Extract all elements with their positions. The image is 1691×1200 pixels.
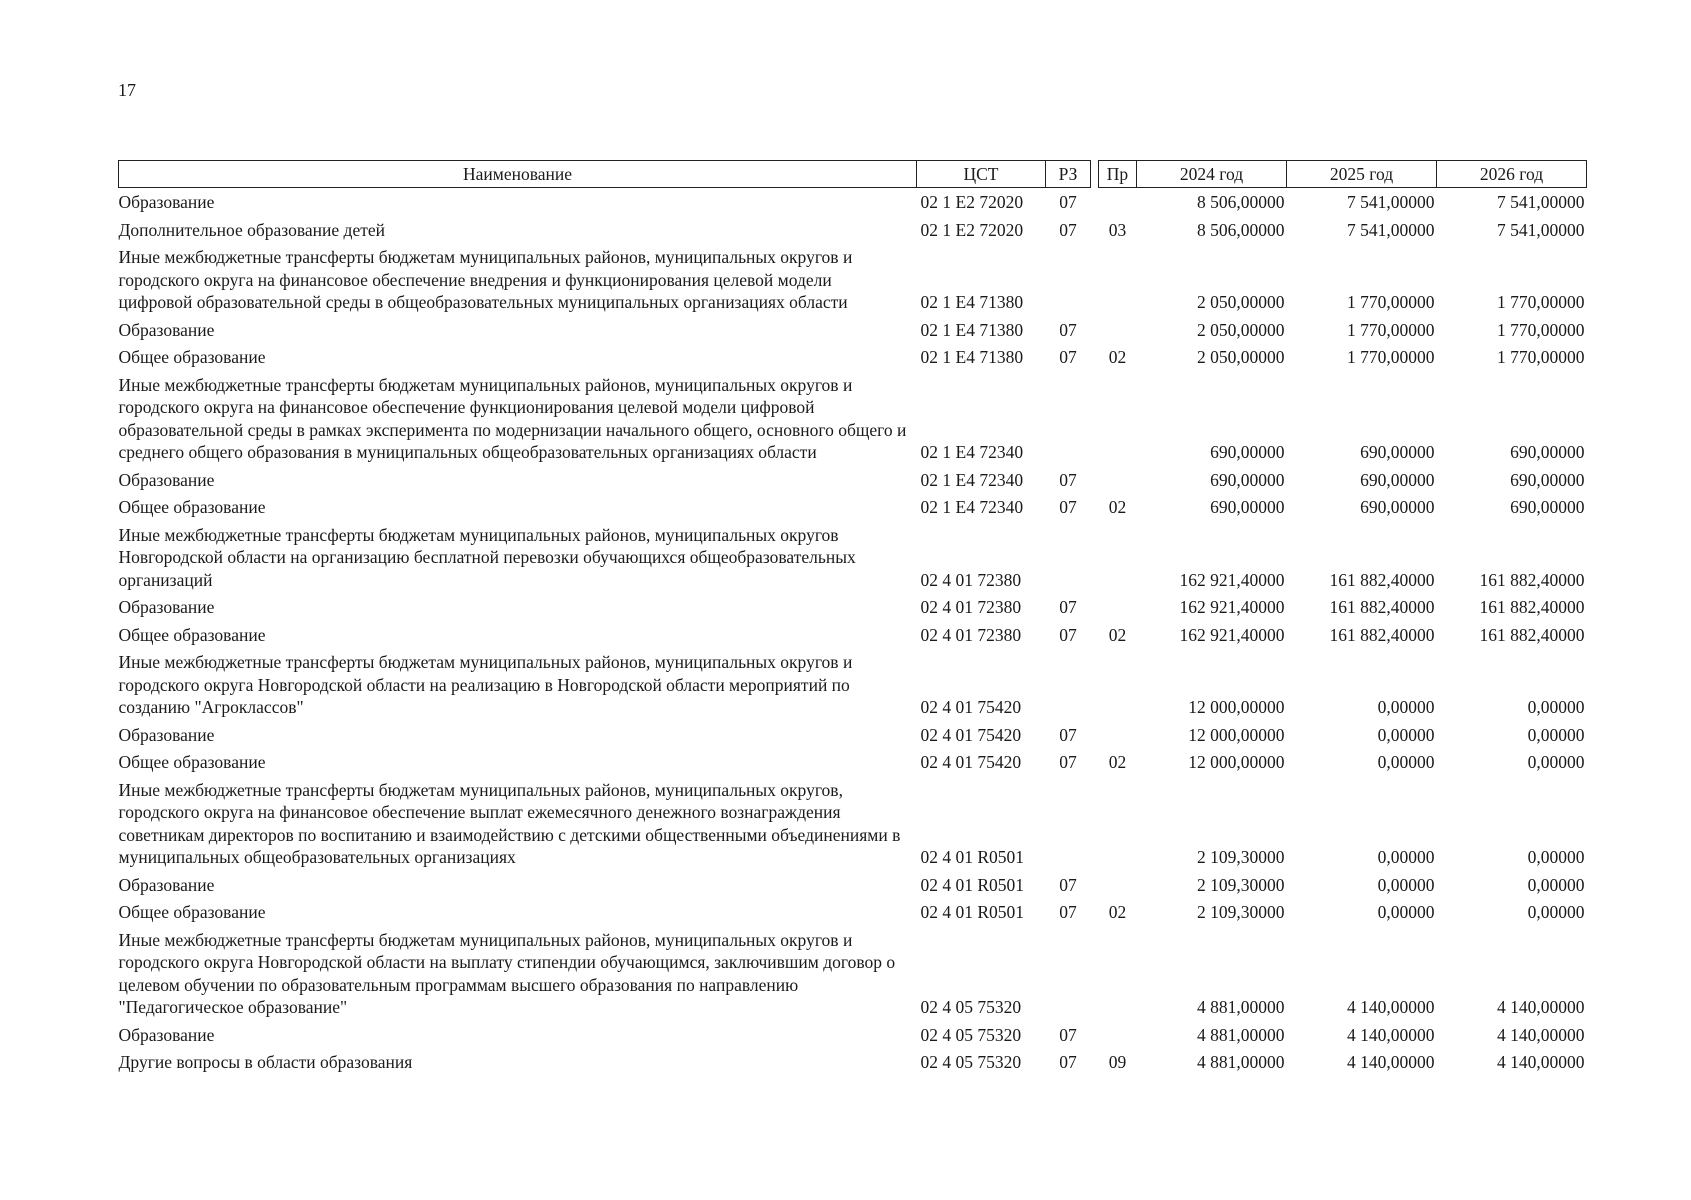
table-row bbox=[119, 871, 1587, 899]
row-amount-2026: 0,00000 bbox=[1527, 697, 1585, 717]
row-gap bbox=[1091, 926, 1099, 1021]
table-row bbox=[119, 188, 1587, 216]
row-amount-2026: 690,00000 bbox=[1510, 469, 1585, 490]
header-gap bbox=[1091, 161, 1099, 188]
row-gap bbox=[1091, 243, 1099, 316]
row-amount-2025: 1 770,00000 bbox=[1347, 347, 1435, 367]
row-amount-2026: 0,00000 bbox=[1527, 874, 1585, 895]
table-header bbox=[119, 161, 1587, 188]
row-name: Общее образование bbox=[118, 752, 266, 772]
row-amount-2025: 0,00000 bbox=[1377, 902, 1435, 922]
row-gap bbox=[1091, 493, 1099, 521]
row-name: Общее образование bbox=[118, 497, 266, 517]
row-name: Образование bbox=[118, 192, 215, 212]
row-pr-code bbox=[1099, 648, 1137, 721]
row-amount-2026: 1 770,00000 bbox=[1497, 347, 1585, 367]
row-rz-code bbox=[1046, 648, 1091, 721]
row-cst-code: 02 4 05 75320 bbox=[920, 1024, 1022, 1045]
row-rz-code: 07 bbox=[1059, 469, 1077, 490]
row-name: Иные межбюджетные трансферты бюджетам муниципальных районов, муниципальных округов и городского округа Новгородской области на выплату стипендии обучающимся, заключившим договор о целевом обучении по образовательным программам высшего образования по направлению "Педагогическое образование" bbox=[118, 929, 896, 1017]
table-row bbox=[119, 343, 1587, 371]
row-gap bbox=[1091, 521, 1099, 594]
table-row bbox=[119, 493, 1587, 521]
row-cst-code: 02 4 01 72380 bbox=[920, 569, 1022, 590]
row-cst-code: 02 1 E4 72340 bbox=[920, 497, 1024, 517]
table-row bbox=[119, 316, 1587, 344]
row-rz-code bbox=[1046, 776, 1091, 871]
row-pr-code bbox=[1099, 316, 1137, 344]
row-gap bbox=[1091, 898, 1099, 926]
row-cst-code: 02 1 E4 72340 bbox=[920, 442, 1024, 462]
row-cst-code: 02 1 E4 71380 bbox=[920, 292, 1024, 312]
row-rz-code: 07 bbox=[1059, 874, 1077, 895]
row-gap bbox=[1091, 1021, 1099, 1049]
row-amount-2026: 161 882,40000 bbox=[1479, 597, 1585, 617]
row-pr-code: 02 bbox=[1108, 497, 1127, 517]
row-amount-2024: 2 109,30000 bbox=[1197, 902, 1285, 922]
row-amount-2024: 2 109,30000 bbox=[1197, 847, 1285, 867]
row-rz-code bbox=[1046, 371, 1091, 466]
table-row bbox=[119, 776, 1587, 871]
header-name: Наименование bbox=[119, 161, 917, 188]
row-rz-code: 07 bbox=[1059, 597, 1077, 617]
row-amount-2024: 162 921,40000 bbox=[1179, 569, 1285, 590]
table-row bbox=[119, 1021, 1587, 1049]
table-row bbox=[119, 593, 1587, 621]
row-amount-2025: 0,00000 bbox=[1377, 752, 1435, 772]
row-rz-code bbox=[1046, 243, 1091, 316]
table-row bbox=[119, 521, 1587, 594]
row-amount-2025: 4 140,00000 bbox=[1347, 1024, 1435, 1045]
row-amount-2026: 7 541,00000 bbox=[1497, 192, 1585, 212]
row-name: Иные межбюджетные трансферты бюджетам муниципальных районов, муниципальных округов и городского округа на финансовое обеспечение внедрения и функционирования целевой модели цифровой образовательной среды в общеобразовательных муниципальных организациях области bbox=[118, 247, 853, 312]
row-amount-2024: 2 050,00000 bbox=[1197, 292, 1285, 312]
row-gap bbox=[1091, 621, 1099, 649]
row-cst-code: 02 4 01 72380 bbox=[920, 597, 1022, 617]
row-pr-code: 09 bbox=[1108, 1052, 1127, 1072]
table-row bbox=[119, 898, 1587, 926]
row-amount-2025: 4 140,00000 bbox=[1347, 997, 1435, 1017]
row-rz-code: 07 bbox=[1059, 192, 1077, 212]
row-pr-code bbox=[1099, 1021, 1137, 1049]
row-amount-2024: 162 921,40000 bbox=[1179, 597, 1285, 617]
row-gap bbox=[1091, 188, 1099, 216]
row-amount-2026: 4 140,00000 bbox=[1497, 1024, 1585, 1045]
row-amount-2026: 690,00000 bbox=[1510, 442, 1585, 462]
row-name: Образование bbox=[118, 319, 215, 340]
row-pr-code bbox=[1099, 871, 1137, 899]
budget-table-container bbox=[118, 160, 1586, 1076]
row-amount-2024: 690,00000 bbox=[1210, 442, 1285, 462]
row-name: Дополнительное образование детей bbox=[118, 219, 385, 240]
row-amount-2025: 7 541,00000 bbox=[1347, 192, 1435, 212]
row-amount-2026: 0,00000 bbox=[1527, 724, 1585, 745]
budget-table bbox=[118, 160, 1587, 1076]
row-amount-2024: 4 881,00000 bbox=[1197, 1024, 1285, 1045]
table-row bbox=[119, 926, 1587, 1021]
row-amount-2024: 690,00000 bbox=[1210, 497, 1285, 517]
row-name: Образование bbox=[118, 724, 215, 745]
table-row bbox=[119, 648, 1587, 721]
row-rz-code bbox=[1046, 521, 1091, 594]
row-pr-code: 02 bbox=[1108, 902, 1127, 922]
row-cst-code: 02 1 E4 71380 bbox=[920, 347, 1024, 367]
row-amount-2025: 4 140,00000 bbox=[1347, 1052, 1435, 1072]
row-amount-2026: 7 541,00000 bbox=[1497, 219, 1585, 240]
row-rz-code: 07 bbox=[1059, 752, 1077, 772]
row-gap bbox=[1091, 216, 1099, 244]
row-pr-code bbox=[1099, 593, 1137, 621]
row-amount-2024: 12 000,00000 bbox=[1188, 697, 1285, 717]
table-row bbox=[119, 748, 1587, 776]
row-amount-2025: 690,00000 bbox=[1360, 497, 1435, 517]
row-amount-2025: 0,00000 bbox=[1377, 724, 1435, 745]
table-row bbox=[119, 621, 1587, 649]
row-cst-code: 02 1 E4 71380 bbox=[920, 319, 1024, 340]
row-cst-code: 02 4 01 R0501 bbox=[920, 902, 1025, 922]
row-pr-code bbox=[1099, 926, 1137, 1021]
table-row bbox=[119, 371, 1587, 466]
table-body bbox=[119, 188, 1587, 1076]
row-amount-2026: 1 770,00000 bbox=[1497, 292, 1585, 312]
row-gap bbox=[1091, 1048, 1099, 1076]
row-rz-code: 07 bbox=[1059, 902, 1077, 922]
row-rz-code: 07 bbox=[1059, 1052, 1077, 1072]
row-cst-code: 02 1 E2 72020 bbox=[920, 219, 1024, 240]
row-gap bbox=[1091, 871, 1099, 899]
row-amount-2025: 1 770,00000 bbox=[1347, 319, 1435, 340]
row-name: Другие вопросы в области образования bbox=[118, 1052, 413, 1072]
row-name: Образование bbox=[118, 597, 215, 617]
row-amount-2025: 690,00000 bbox=[1360, 442, 1435, 462]
row-cst-code: 02 4 01 75420 bbox=[920, 752, 1022, 772]
row-pr-code: 02 bbox=[1108, 624, 1127, 645]
row-cst-code: 02 4 01 R0501 bbox=[920, 847, 1025, 867]
row-amount-2024: 8 506,00000 bbox=[1197, 192, 1285, 212]
row-amount-2026: 161 882,40000 bbox=[1479, 624, 1585, 645]
row-amount-2024: 12 000,00000 bbox=[1188, 752, 1285, 772]
row-pr-code bbox=[1099, 188, 1137, 216]
row-pr-code bbox=[1099, 721, 1137, 749]
row-rz-code: 07 bbox=[1059, 497, 1077, 517]
row-amount-2025: 0,00000 bbox=[1377, 874, 1435, 895]
row-amount-2025: 690,00000 bbox=[1360, 469, 1435, 490]
row-amount-2026: 0,00000 bbox=[1527, 847, 1585, 867]
row-rz-code: 07 bbox=[1059, 624, 1077, 645]
row-name: Образование bbox=[118, 874, 215, 895]
row-amount-2026: 690,00000 bbox=[1510, 497, 1585, 517]
row-amount-2025: 1 770,00000 bbox=[1347, 292, 1435, 312]
row-name: Общее образование bbox=[118, 902, 266, 922]
row-name: Общее образование bbox=[118, 624, 266, 645]
row-name: Иные межбюджетные трансферты бюджетам муниципальных районов, муниципальных округов Новгородской области на организацию бесплатной перевозки обучающихся общеобразовательных организаций bbox=[118, 524, 856, 590]
row-name: Образование bbox=[118, 469, 215, 490]
row-amount-2026: 0,00000 bbox=[1527, 752, 1585, 772]
row-gap bbox=[1091, 648, 1099, 721]
header-rz: РЗ bbox=[1046, 161, 1091, 188]
row-amount-2025: 161 882,40000 bbox=[1329, 597, 1435, 617]
row-amount-2025: 161 882,40000 bbox=[1329, 624, 1435, 645]
row-cst-code: 02 1 E2 72020 bbox=[920, 192, 1024, 212]
header-2025: 2025 год bbox=[1287, 161, 1437, 188]
row-rz-code: 07 bbox=[1059, 347, 1077, 367]
row-cst-code: 02 4 01 75420 bbox=[920, 724, 1022, 745]
row-name: Иные межбюджетные трансферты бюджетам муниципальных районов, муниципальных округов и городского округа Новгородской области на реализацию в Новгородской области мероприятий по созданию "Агроклассов" bbox=[118, 652, 853, 717]
row-rz-code: 07 bbox=[1059, 724, 1077, 745]
header-cst: ЦСТ bbox=[917, 161, 1046, 188]
table-row bbox=[119, 721, 1587, 749]
row-pr-code bbox=[1099, 776, 1137, 871]
header-2024: 2024 год bbox=[1137, 161, 1287, 188]
row-amount-2024: 690,00000 bbox=[1210, 469, 1285, 490]
row-amount-2026: 4 140,00000 bbox=[1497, 1052, 1585, 1072]
row-amount-2026: 0,00000 bbox=[1527, 902, 1585, 922]
row-cst-code: 02 4 01 72380 bbox=[920, 624, 1022, 645]
table-row bbox=[119, 1048, 1587, 1076]
row-rz-code bbox=[1046, 926, 1091, 1021]
row-amount-2024: 2 109,30000 bbox=[1197, 874, 1285, 895]
row-amount-2026: 4 140,00000 bbox=[1497, 997, 1585, 1017]
row-amount-2024: 2 050,00000 bbox=[1197, 319, 1285, 340]
row-amount-2024: 8 506,00000 bbox=[1197, 219, 1285, 240]
row-cst-code: 02 1 E4 72340 bbox=[920, 469, 1024, 490]
row-cst-code: 02 4 01 75420 bbox=[920, 697, 1022, 717]
row-rz-code: 07 bbox=[1059, 219, 1077, 240]
table-row bbox=[119, 243, 1587, 316]
row-gap bbox=[1091, 466, 1099, 494]
row-gap bbox=[1091, 721, 1099, 749]
row-rz-code: 07 bbox=[1059, 319, 1077, 340]
row-amount-2024: 162 921,40000 bbox=[1179, 624, 1285, 645]
row-gap bbox=[1091, 371, 1099, 466]
row-cst-code: 02 4 05 75320 bbox=[920, 997, 1022, 1017]
row-pr-code bbox=[1099, 466, 1137, 494]
row-amount-2026: 161 882,40000 bbox=[1479, 569, 1585, 590]
table-row bbox=[119, 466, 1587, 494]
row-pr-code: 02 bbox=[1108, 752, 1127, 772]
row-cst-code: 02 4 01 R0501 bbox=[920, 874, 1025, 895]
row-gap bbox=[1091, 776, 1099, 871]
row-amount-2024: 4 881,00000 bbox=[1197, 997, 1285, 1017]
row-pr-code bbox=[1099, 243, 1137, 316]
row-pr-code: 03 bbox=[1108, 219, 1127, 240]
row-amount-2025: 0,00000 bbox=[1377, 697, 1435, 717]
row-amount-2025: 7 541,00000 bbox=[1347, 219, 1435, 240]
row-name: Общее образование bbox=[118, 347, 266, 367]
row-amount-2025: 0,00000 bbox=[1377, 847, 1435, 867]
row-gap bbox=[1091, 343, 1099, 371]
row-amount-2024: 12 000,00000 bbox=[1188, 724, 1285, 745]
row-gap bbox=[1091, 748, 1099, 776]
header-pr: Пр bbox=[1099, 161, 1137, 188]
header-2026: 2026 год bbox=[1437, 161, 1587, 188]
row-amount-2024: 2 050,00000 bbox=[1197, 347, 1285, 367]
row-pr-code: 02 bbox=[1108, 347, 1127, 367]
row-name: Иные межбюджетные трансферты бюджетам муниципальных районов, муниципальных округов, городского округа на финансовое обеспечение выплат ежемесячного денежного вознаграждения советникам директоров по воспитанию и взаимодействию с детскими общественными объединениями в муниципальных общеобразовательных организациях bbox=[118, 779, 901, 867]
row-gap bbox=[1091, 316, 1099, 344]
row-amount-2026: 1 770,00000 bbox=[1497, 319, 1585, 340]
row-pr-code bbox=[1099, 521, 1137, 594]
row-gap bbox=[1091, 593, 1099, 621]
row-name: Иные межбюджетные трансферты бюджетам муниципальных районов, муниципальных округов и городского округа на финансовое обеспечение функционирования целевой модели цифровой образовательной среды в рамках эксперимента по модернизации начального общего, основного общего и среднего общего образования в муниципальных общеобразовательных организациях области bbox=[118, 374, 907, 462]
row-cst-code: 02 4 05 75320 bbox=[920, 1052, 1022, 1072]
page-number: 17 bbox=[118, 80, 136, 100]
row-amount-2024: 4 881,00000 bbox=[1197, 1052, 1285, 1072]
row-name: Образование bbox=[118, 1024, 215, 1045]
row-pr-code bbox=[1099, 371, 1137, 466]
row-rz-code: 07 bbox=[1059, 1024, 1077, 1045]
table-row bbox=[119, 216, 1587, 244]
row-amount-2025: 161 882,40000 bbox=[1329, 569, 1435, 590]
